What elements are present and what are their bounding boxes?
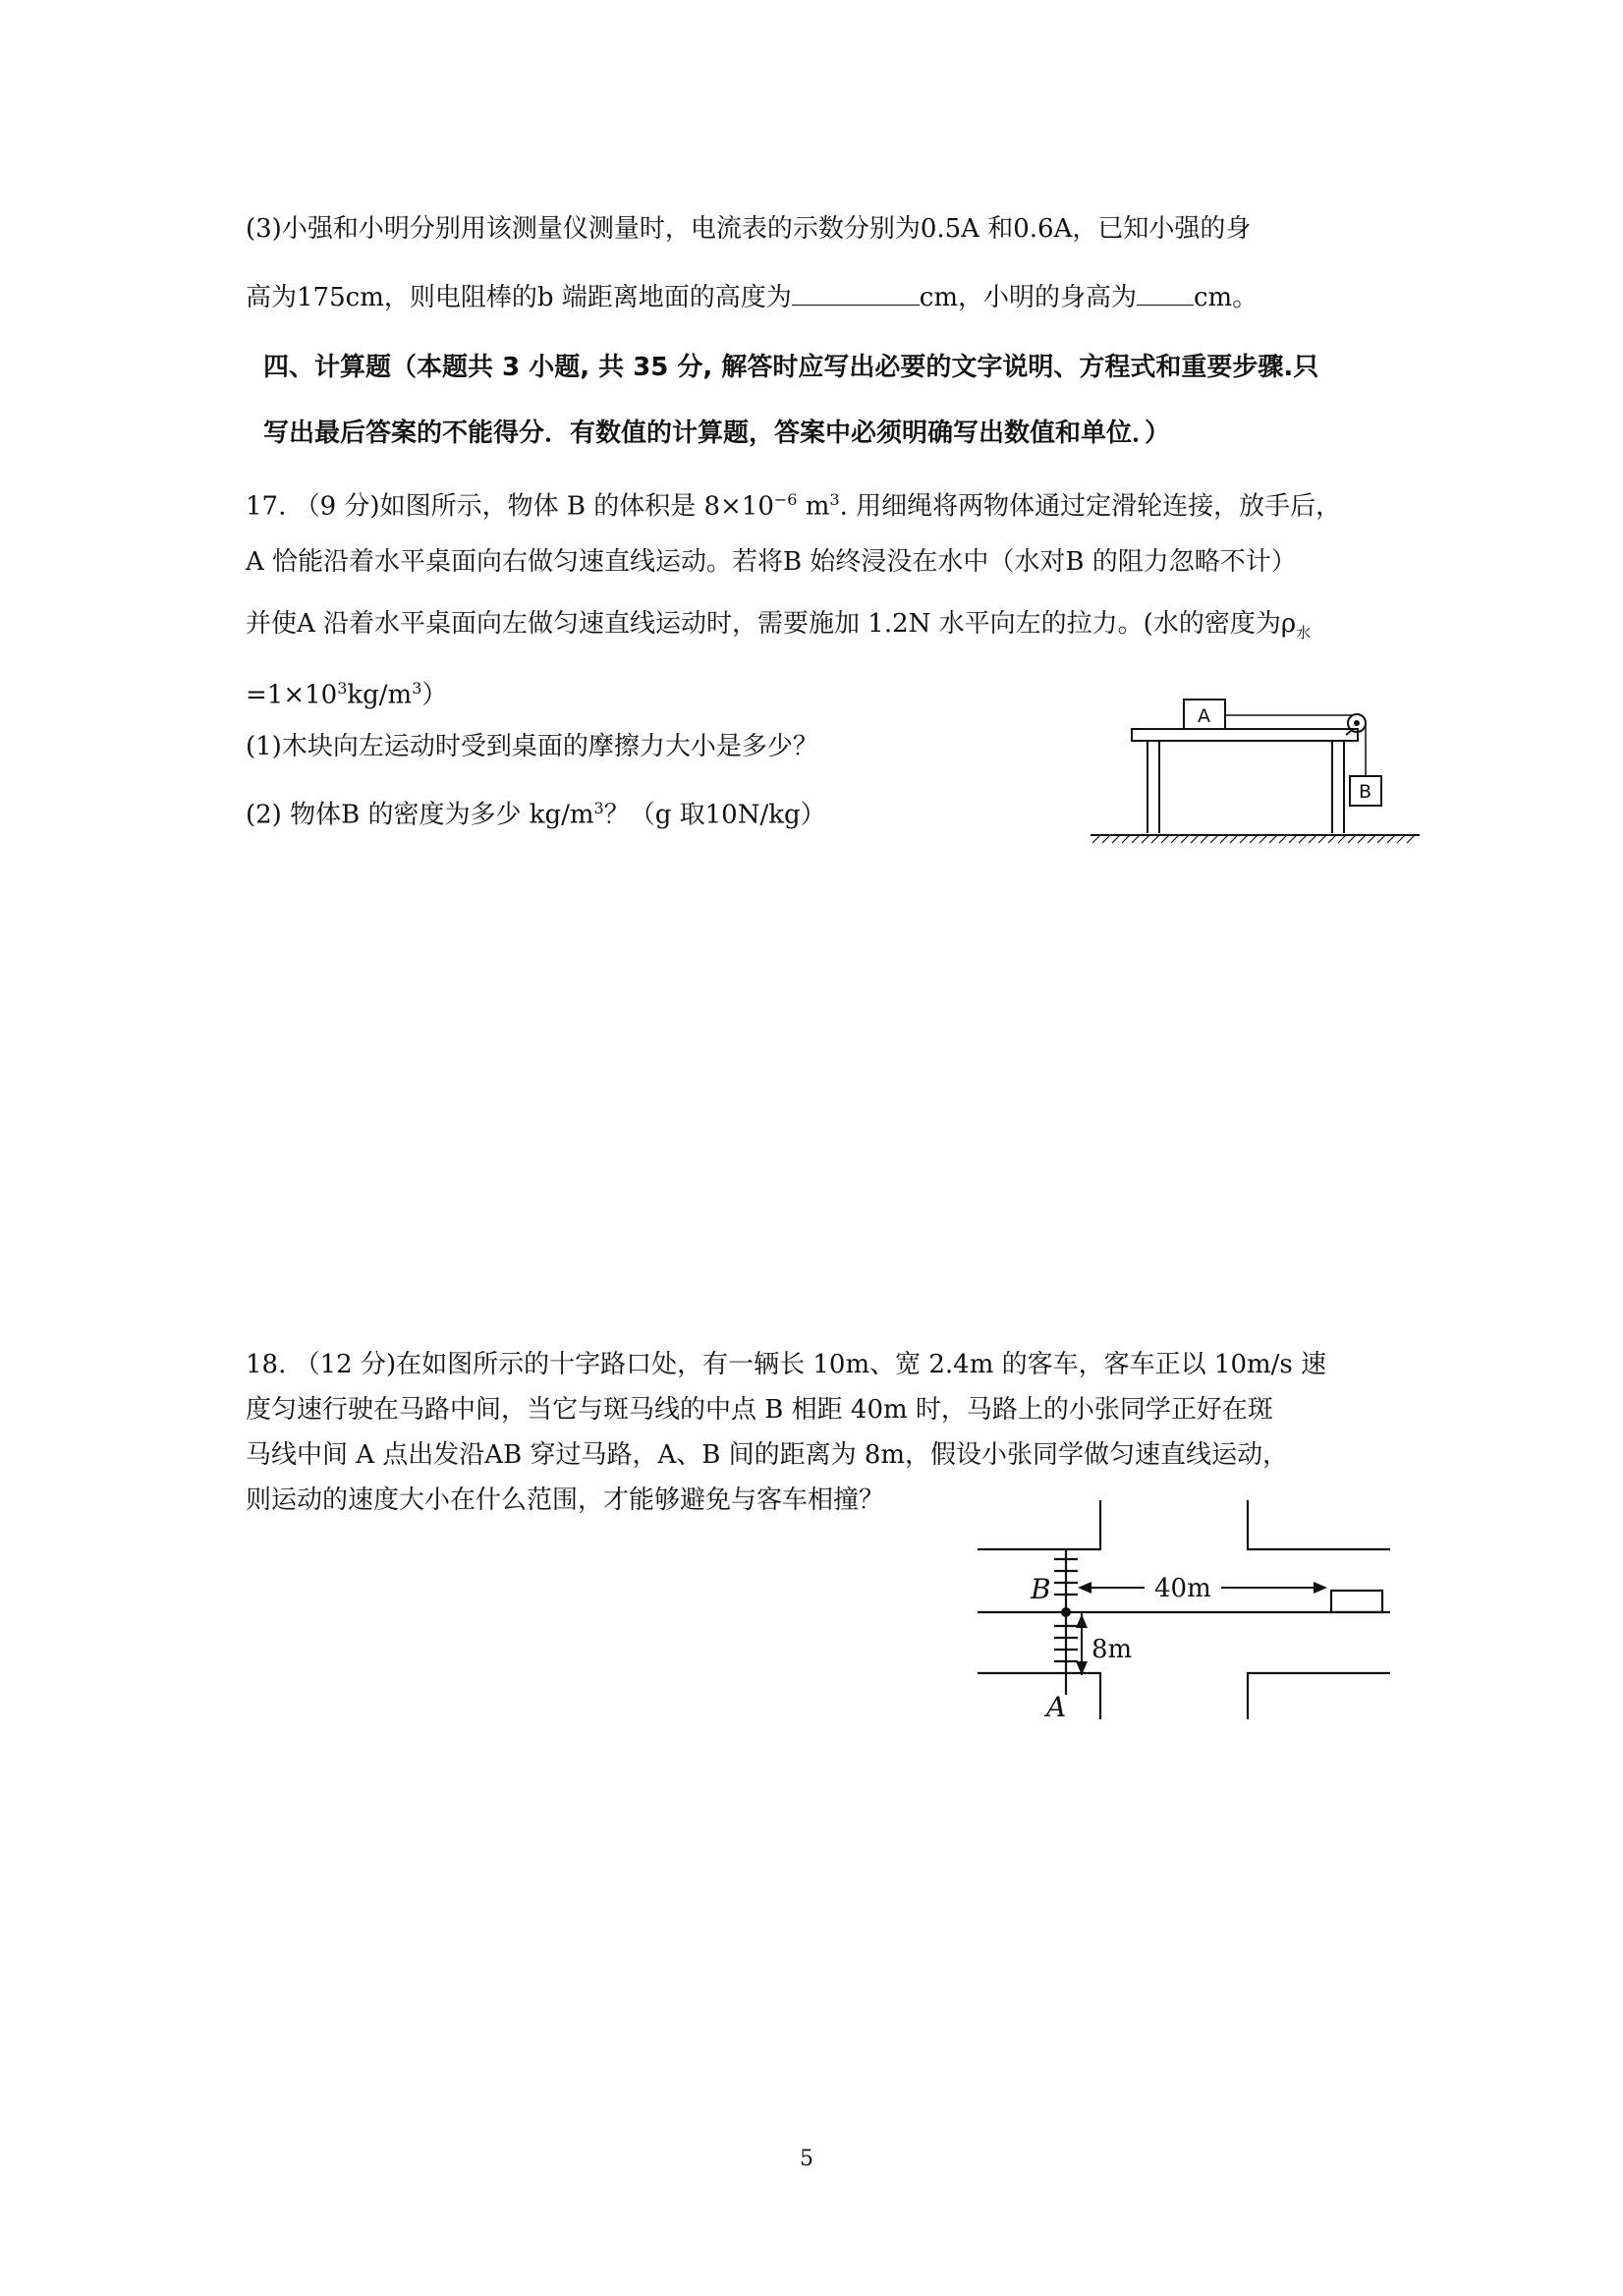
- label-b: B: [1031, 1573, 1051, 1605]
- q17-pulley-figure: [1081, 688, 1434, 855]
- q17-line4: $=1\times 10^3kg/m^3$）: [246, 679, 448, 710]
- q16-part3-line2: 高为175cm，则电阻棒的b 端距离地面的高度为 cm，小明的身高为 cm。: [246, 279, 1258, 314]
- label-a: A: [1046, 1691, 1067, 1723]
- q17-line1: 17. （9 分)如图所示，物体 B 的体积是 $8\times 10^{-6}$ $m^3$. 用细绳将两物体通过定滑轮连接，放手后，: [246, 490, 1342, 522]
- distance-40m: 40m: [1154, 1574, 1211, 1603]
- table-top: [1132, 729, 1358, 741]
- label-b: B: [1359, 781, 1372, 803]
- q18-crossroad-figure: [968, 1498, 1400, 1734]
- q17-line3: 并使A 沿着水平桌面向左做匀速直线运动时，需要施加 1.2N 水平向左的拉力。(水的密度为$\rho_水$: [246, 609, 1312, 642]
- point-b-dot: [1061, 1607, 1071, 1617]
- q18-line2: 度匀速行驶在马路中间，当它与斑马线的中点 B 相距 40m 时，马路上的小张同学正好在斑: [246, 1395, 1273, 1425]
- q17-sub1: (1)木块向左运动时受到桌面的摩擦力大小是多少？: [246, 732, 818, 761]
- q18-line1: 18. （12 分)在如图所示的十字路口处，有一辆长 10m、宽 2.4m 的客车，客车正以 10m/s 速: [246, 1350, 1327, 1379]
- bus: [1331, 1591, 1382, 1612]
- label-a: A: [1198, 705, 1210, 727]
- q17-sub2: (2) 物体B 的密度为多少 $kg/m^3$？（g 取10N/kg）: [246, 799, 826, 830]
- q17-line2: A 恰能沿着水平桌面向右做匀速直线运动。若将B 始终浸没在水中（水对B 的阻力忽略不计）: [246, 547, 1297, 577]
- page-number: 5: [800, 2147, 813, 2171]
- q16-part3-line1: (3)小强和小明分别用该测量仪测量时，电流表的示数分别为0.5A 和0.6A，已知小强的身: [246, 214, 1252, 244]
- section4-heading-line1: 四、计算题（本题共 3 小题, 共 35 分, 解答时应写出必要的文字说明、方程式和重要步骤.只: [263, 353, 1319, 382]
- q18-line3: 马线中间 A 点出发沿AB 穿过马路，A、B 间的距离为 8m，假设小张同学做匀速直线运动，: [246, 1440, 1289, 1470]
- distance-8m: 8m: [1091, 1635, 1133, 1664]
- q18-line4: 则运动的速度大小在什么范围，才能够避免与客车相撞？: [246, 1485, 885, 1515]
- section4-heading-line2: 写出最后答案的不能得分．有数值的计算题，答案中必须明确写出数值和单位．）: [263, 419, 1171, 448]
- answer-blank-2[interactable]: [1137, 279, 1194, 306]
- answer-blank-1[interactable]: [792, 279, 920, 306]
